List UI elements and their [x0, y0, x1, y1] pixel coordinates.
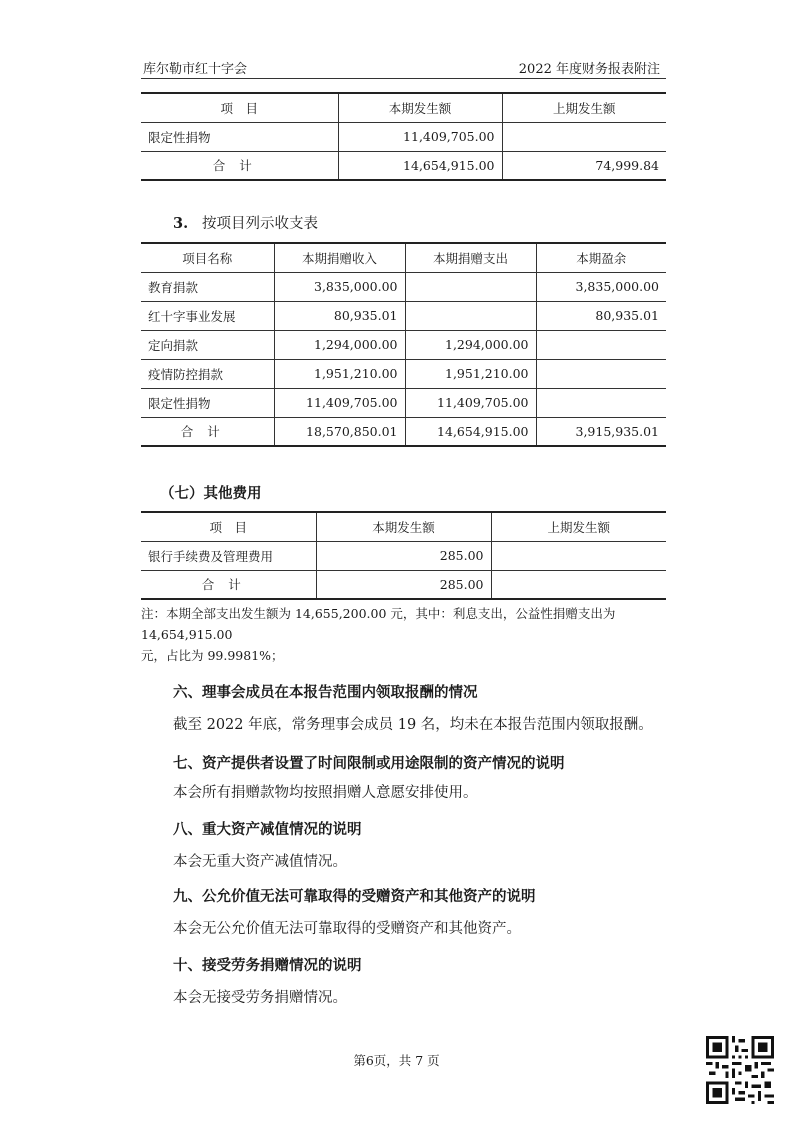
column-header: 本期盈余: [536, 243, 666, 272]
table-cell: [491, 541, 666, 570]
table-cell: 80,935.01: [536, 301, 666, 330]
table-cell: 疫情防控捐款: [141, 359, 274, 388]
table-row: [141, 330, 666, 359]
table-cell: 3,835,000.00: [536, 272, 666, 301]
section-6-heading: 六、理事会成员在本报告范围内领取报酬的情况: [173, 684, 478, 701]
table-cell: 限定性捐物: [141, 388, 274, 417]
table-header-row: [141, 243, 666, 272]
section-3-heading: [173, 212, 318, 233]
table-cell: 11,409,705.00: [274, 388, 405, 417]
table-row: [141, 359, 666, 388]
table-row: [141, 541, 666, 570]
expense-note: [141, 603, 671, 666]
table-cell: [536, 388, 666, 417]
header-organization: 库尔勒市红十字会: [143, 62, 248, 77]
table-cell: 1,951,210.00: [405, 359, 536, 388]
page-number: 第6页，共 7 页: [353, 1053, 440, 1068]
continued-expense-table: [141, 92, 666, 181]
column-header: 本期捐赠收入: [274, 243, 405, 272]
section-8-body: 本会无重大资产减值情况。: [173, 854, 347, 870]
table-cell: 285.00: [316, 570, 491, 599]
section-7-restricted-heading: 七、资产提供者设置了时间限制或用途限制的资产情况的说明: [173, 755, 565, 772]
column-header: 项 目: [141, 512, 316, 541]
section-7-restricted-body: 本会所有捐赠款物均按照捐赠人意愿安排使用。: [173, 785, 478, 801]
table-cell: 1,294,000.00: [274, 330, 405, 359]
column-header: 项 目: [141, 93, 338, 122]
section-7-heading: （七）其他费用: [160, 485, 262, 502]
table-header-row: [141, 512, 666, 541]
other-expense-table: [141, 511, 666, 600]
table-total-row: [141, 570, 666, 599]
section-8-heading: 八、重大资产减值情况的说明: [173, 821, 362, 838]
table-cell: 教育捐款: [141, 272, 274, 301]
table-cell: 1,951,210.00: [274, 359, 405, 388]
section-9-heading: 九、公允价值无法可靠取得的受赠资产和其他资产的说明: [173, 888, 536, 905]
table-cell: 银行手续费及管理费用: [141, 541, 316, 570]
table-cell: 14,654,915.00: [405, 417, 536, 446]
table-cell: 合计: [141, 417, 274, 446]
table-cell: [536, 359, 666, 388]
column-header: 上期发生额: [502, 93, 666, 122]
table-cell: [502, 122, 666, 151]
table-cell: 18,570,850.01: [274, 417, 405, 446]
table-cell: 合计: [141, 151, 338, 180]
table-row: [141, 301, 666, 330]
table-total-row: [141, 151, 666, 180]
table-cell: 285.00: [316, 541, 491, 570]
table-cell: 74,999.84: [502, 151, 666, 180]
header-divider: [141, 78, 666, 79]
table-cell: 3,835,000.00: [274, 272, 405, 301]
section-10-body: 本会无接受劳务捐赠情况。: [173, 990, 347, 1006]
table-row: [141, 272, 666, 301]
table-row: [141, 122, 666, 151]
table-total-row: [141, 417, 666, 446]
column-header: 上期发生额: [491, 512, 666, 541]
table-cell: 红十字事业发展: [141, 301, 274, 330]
section-title: 按项目列示收支表: [201, 216, 318, 232]
table-cell: 80,935.01: [274, 301, 405, 330]
project-income-expense-table: [141, 242, 666, 447]
table-row: [141, 388, 666, 417]
note-line: 元，占比为 99.9981%；: [141, 648, 284, 663]
qr-code-icon: [706, 1036, 774, 1104]
section-9-body: 本会无公允价值无法可靠取得的受赠资产和其他资产。: [173, 921, 521, 937]
table-cell: 14,654,915.00: [338, 151, 502, 180]
table-cell: 11,409,705.00: [405, 388, 536, 417]
table-cell: 3,915,935.01: [536, 417, 666, 446]
section-6-body: 截至 2022 年底，常务理事会成员 19 名，均未在本报告范围内领取报酬。: [173, 717, 653, 733]
table-cell: [405, 301, 536, 330]
table-cell: 11,409,705.00: [338, 122, 502, 151]
table-cell: 定向捐款: [141, 330, 274, 359]
column-header: 本期发生额: [338, 93, 502, 122]
table-cell: 限定性捐物: [141, 122, 338, 151]
section-10-heading: 十、接受劳务捐赠情况的说明: [173, 957, 362, 974]
column-header: 项目名称: [141, 243, 274, 272]
table-cell: 1,294,000.00: [405, 330, 536, 359]
note-line: 注：本期全部支出发生额为 14,655,200.00 元，其中：利息支出，公益性捐赠支出为 14,654,915.00: [141, 606, 616, 642]
table-header-row: [141, 93, 666, 122]
table-cell: [405, 272, 536, 301]
table-cell: 合计: [141, 570, 316, 599]
header-document-title: 2022 年度财务报表附注: [518, 62, 660, 77]
section-number: 3.: [173, 215, 189, 232]
column-header: 本期捐赠支出: [405, 243, 536, 272]
table-cell: [536, 330, 666, 359]
table-cell: [491, 570, 666, 599]
column-header: 本期发生额: [316, 512, 491, 541]
